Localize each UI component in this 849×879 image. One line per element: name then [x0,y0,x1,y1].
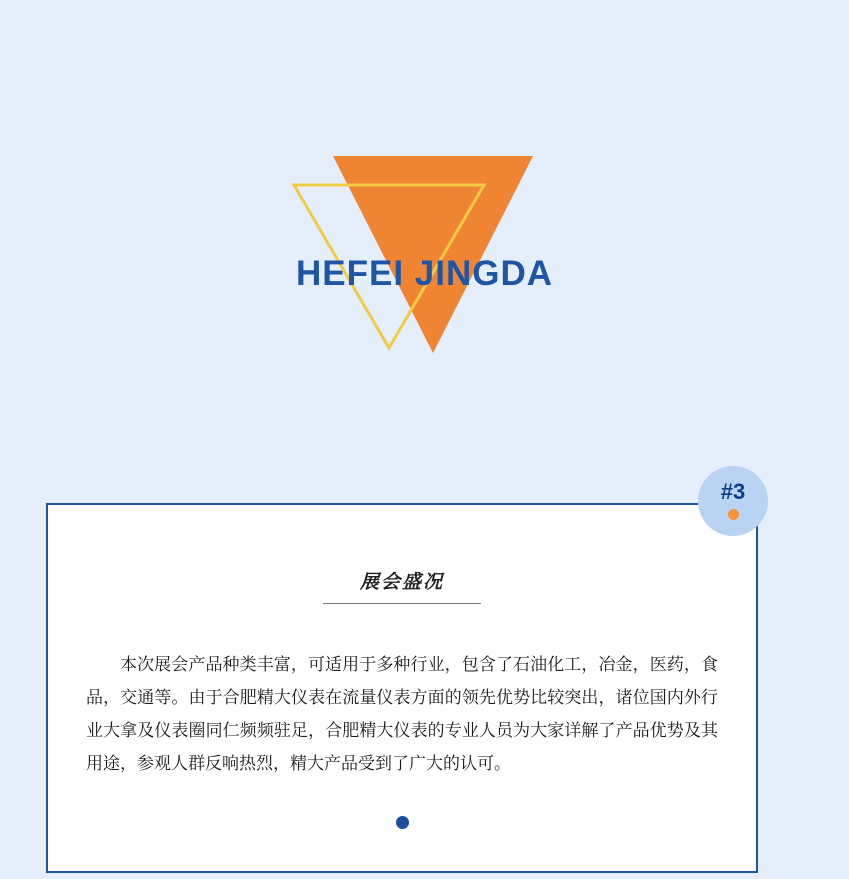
card-title: 展会盛况 [359,572,444,593]
content-card [46,503,758,873]
section-number-badge [698,466,768,536]
title-underline [323,603,481,604]
badge-dot-icon [728,509,739,520]
brand-name: HEFEI JINGDA [295,254,554,293]
card-footer-dot-icon [396,816,409,829]
badge-number: #3 [720,479,746,504]
brand-logo [0,120,849,390]
card-body-text: 本次展会产品种类丰富，可适用于多种行业，包含了石油化工，冶金，医药，食品，交通等。由于合肥精大仪表在流量仪表方面的领先优势比较突出，诸位国内外行业大拿及仪表圈同仁频频驻足，合肥精大仪表的专业人员为大家详解了产品优势及其用途，参观人群反响热烈，精大产品受到了广大的认可。 [86,655,718,773]
